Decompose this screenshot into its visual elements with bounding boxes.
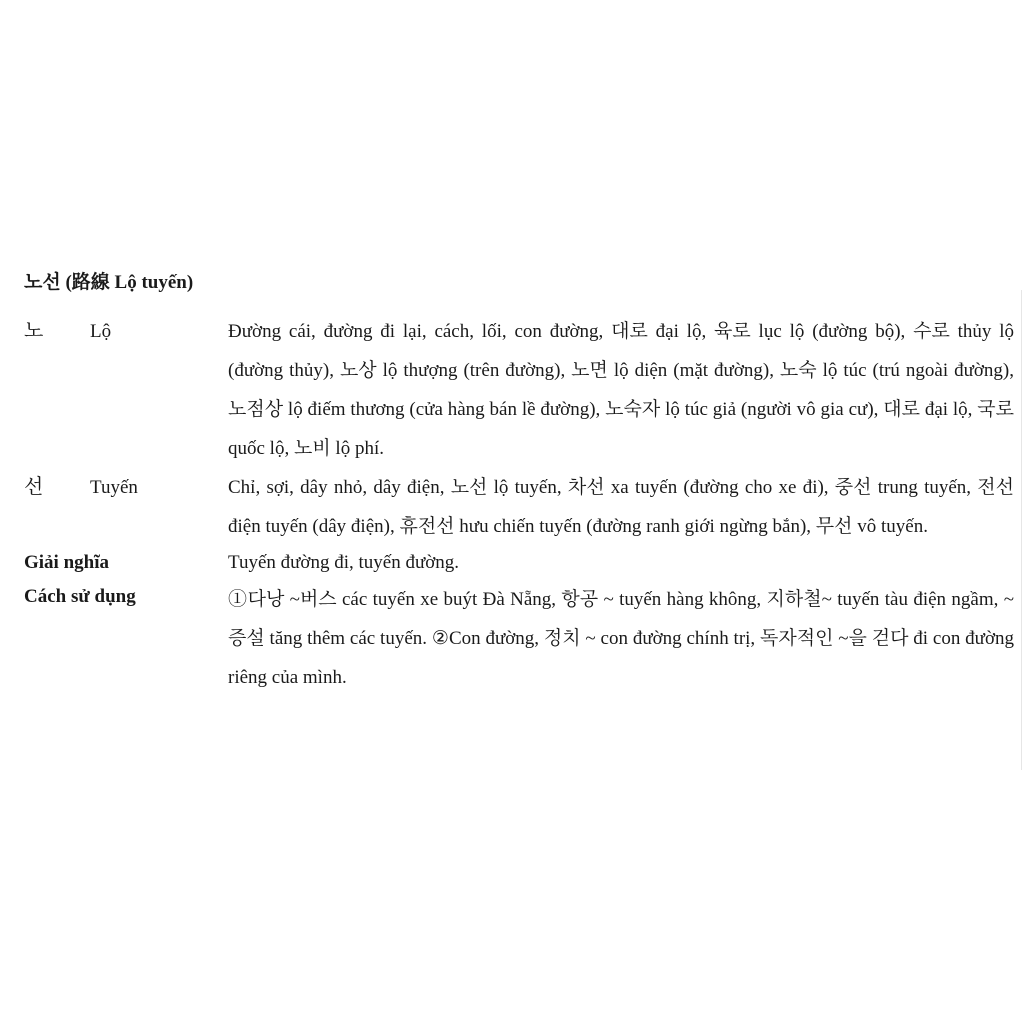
component-definition: Chỉ, sợi, dây nhỏ, dây điện, 노선 lộ tuyến, 차선 xa tuyến (đường cho xe đi), 중선 trung tuyến, 전선 điện tuyến (dây điện), 휴전선 hưu chiến tuyến (đường ranh giới ngừng bắn), 무선 vô tuyến. [228, 477, 1014, 537]
usage-label: Cách sử dụng [24, 586, 136, 607]
component-hangul: 선 [24, 476, 44, 498]
meaning-text: Tuyến đường đi, tuyến đường. [228, 552, 460, 573]
component-row-seon [24, 468, 1014, 546]
entry-title: 노선 (路線 Lộ tuyến) [24, 272, 194, 293]
dictionary-entry [24, 268, 1014, 697]
usage-text: ①다낭 ~버스 các tuyến xe buýt Đà Nẵng, 항공 ~ tuyến hàng không, 지하철~ tuyến tàu điện ngầm, ~ 증설 tăng thêm các tuyến. ②Con đường, 정치 ~ con đường chính trị, 독자적인 ~을 걷다 đi con đường riêng của mình. [228, 589, 1014, 688]
component-sino-vietnamese: Tuyến [90, 477, 138, 498]
component-definition: Đường cái, đường đi lại, cách, lối, con đường, 대로 đại lộ, 육로 lục lộ (đường bộ), 수로 thủy lộ (đường thủy), 노상 lộ thượng (trên đường), 노면 lộ diện (mặt đường), 노숙 lộ túc (trú ngoài đường), 노점상 lộ điếm thương (cửa hàng bán lề đường), 노숙자 lộ túc giả (người vô gia cư), 대로 đại lộ, 국로 quốc lộ, 노비 lộ phí. [228, 321, 1014, 459]
component-sino-vietnamese: Lộ [90, 321, 112, 342]
meaning-label: Giải nghĩa [24, 552, 109, 573]
usage-row [24, 580, 1014, 697]
component-hangul: 노 [24, 320, 44, 342]
component-row-no [24, 312, 1014, 468]
meaning-row [24, 546, 1014, 580]
page-edge-divider [1021, 290, 1022, 770]
